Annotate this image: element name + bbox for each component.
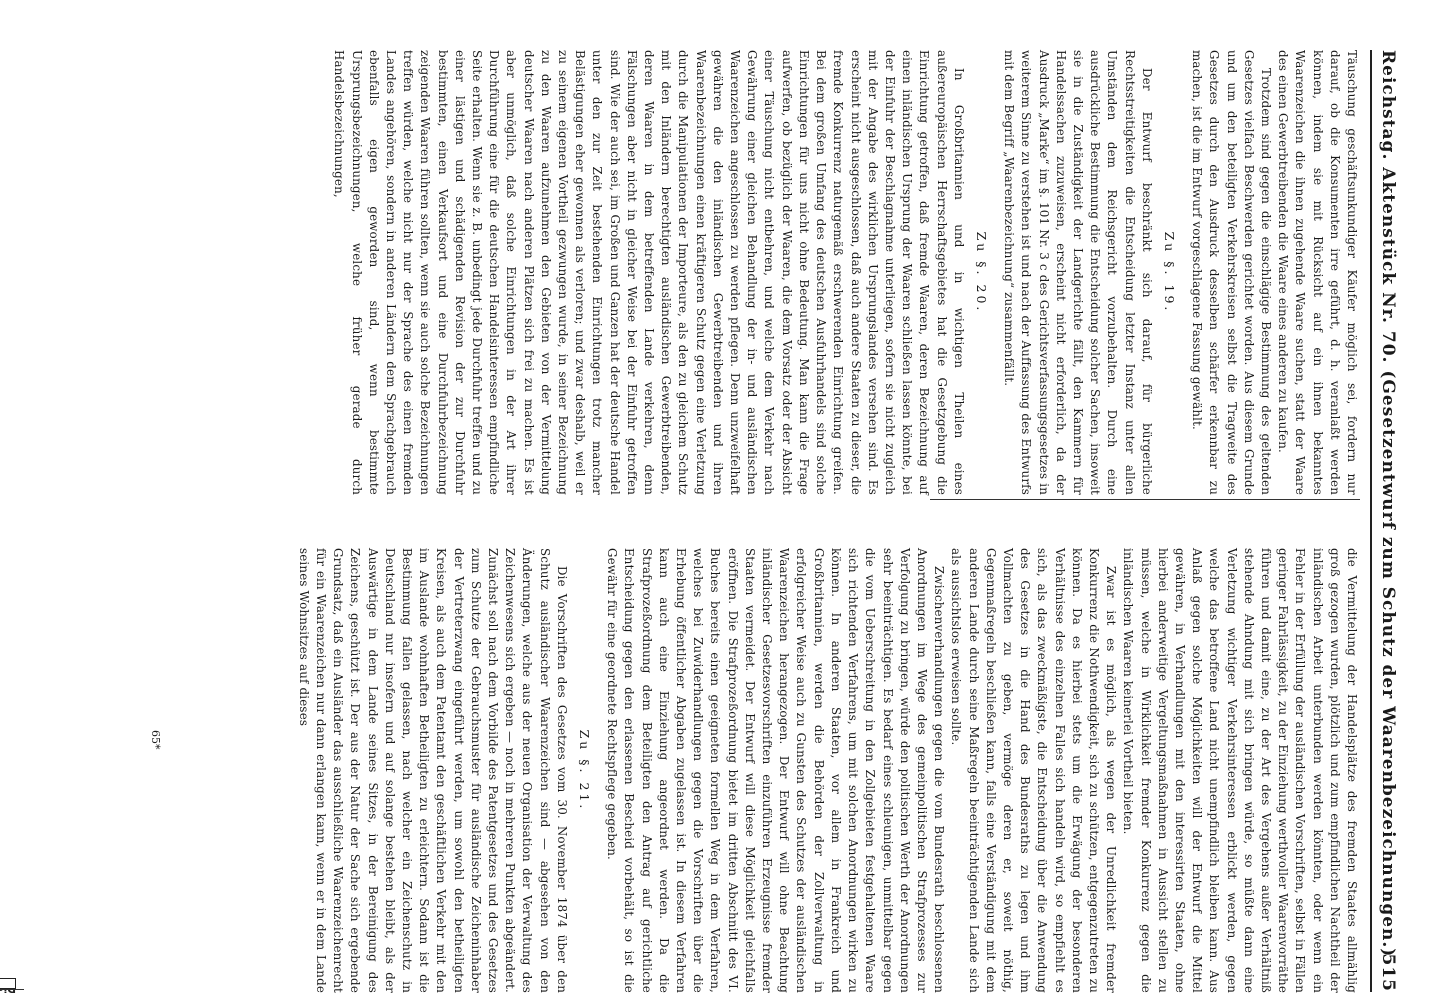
paragraph: Zwar ist es möglich, als wegen der Unredlichkeit fremder Konkurrenz die Nothwendigkeit, sich zu schützen, entgegenzutreten zu können. Da es hierbei stets um die Erwägung der besonderen Verhältnisse des einzelnen Falles sich handeln wird, so empfiehlt es sich, als das zweckmäßigste, die Entscheidung über die Anwendung des Gesetzes in die Hand des Bundesraths zu legen und ihm Vollmachten zu geben, vermöge deren er, soweit nöthig, Gegenmaßregeln beschließen kann, falls eine Verständigung mit dem anderen Lande durch seine Maßregeln beeinträchtigenden Lande sich als aussichtslos erweisen sollte.	[949, 548, 1119, 993]
corner-rule	[0, 989, 24, 1000]
section-heading: Zu §. 20.	[973, 231, 989, 314]
page-header	[1374, 0, 1402, 1000]
page-number: 515	[1378, 953, 1398, 992]
paragraph: In Großbritannien und in wichtigen Theilen eines außereuropäischen Herrschaftsgebietes hat die Gesetzgebung die Einrichtung getroffen, daß fremde Waaren, deren Bezeichnung auf einen inländischen Ursprung der Waaren schließen lassen könnte, bei der Einfuhr der Beschlagnahme unterliegen, sofern sie nicht zugleich mit der Angabe des wirklichen Ursprungslandes versehen sind. Es erscheint nicht ausgeschlossen, daß auch andere Staaten zu dieser, die fremde Konkurrenz naturgemäß erschwerenden Einrichtung greifen. Bei dem großen Umfang des deutschen Ausfuhrhandels sind solche Einrichtungen für uns nicht ohne Bedeutung. Man kann die Frage aufwerfen, ob bezüglich der Waaren, die dem Vorsatz oder der Absicht einer Täuschung nicht entbehren, und welche dem Verkehr nach Gewährung einer gleichen Behandlung der in- und ausländischen Waarenzeichen angeschlossen zu werden pflegen. Denn unzweifelhaft gewähren die den inländischen Gewerbtreibenden und ihren Waarenbezeichnungen einen kräftigeren Schutz gegen eine Verletzung durch die Manipulationen der Importeure, als den zu gleichem Schutz mit den Inländern berechtigten ausländischen Gewerbtreibenden, deren Waaren in dem betreffenden Lande verkehren, denn Fälschungen aber nicht in gleicher Weise bei der Einfuhr getroffen sind. Wie der auch sei, im Großen und Ganzen hat der deutsche Handel unter den zur Zeit bestehenden Einrichtungen trotz mancher Belästigungen eher gewonnen als verloren; und zwar deshalb, weil er zu seinem eigenen Vortheil gezwungen wurde, in seiner Bezeichnung zu den Waaren aufzunehmen den Gebieten von der Vermittelung deutscher Waaren nach anderen Plätzen sich frei zu machen. Es ist aber unmöglich, daß solche Einrichtungen in der Art ihrer Durchführung eine für die deutschen Handelsinteressen empfindliche Seite erhalten. Wenn sie z. B. unbedingt jede Durchfuhr treffen und zu einer lästigen und schädigenden Revision der zur Durchfuhr bestimmten, einen Verkaufsort und eine Durchfuhrbezeichnung zeigenden Waaren führen sollten, wenn sie auch solche Bezeichnungen treffen würden, welche nicht nur der Sprache des einen fremden Landes angehören, sondern in anderen Ländern dem Sprachgebrauch ebenfalls eigen geworden sind, wenn bestimmte Ursprungsbezeichnungen, welche früher gerade durch Handelsbezeichnungen,	[332, 50, 966, 495]
digitization-credit	[4, 574, 18, 994]
rotated-page-content	[82, 0, 1412, 1000]
section-heading: Zu §. 21.	[577, 729, 593, 812]
left-column	[330, 50, 1360, 495]
paragraph: Täuschung geschäftsunkundiger Käufer möglich sei, fordern nur darauf, ob die Konsumenten irre geführt, d. h. veranlaßt werden können, indem sie mit Rücksicht auf ein ihnen bekanntes Waarenzeichen die ihnen zugehende Waare suchen, statt der Waare des einen Gewerbtreibenden die Waare eines anderen zu kaufen.	[1276, 50, 1359, 495]
paragraph: Zwischenverhandlungen gegen die vom Bundesrath beschlossenen Anordnungen im Wege des gemeinpolitischen Strafprozesses zur Verfolgung zu bringen, würde den politischen Werth der Anordnungen sehr beeinträchtigen. Es bedarf eines schleunigen, unmittelbar gegen die vom Ueberschreitung in den Zollgebieten festgehaltenen Waare sich richtenden Verfahrens, um mit solchen Anordnungen wirken zu können. In anderen Staaten, vor allem in Frankreich und Großbritannien, werden die Behörden der Zollverwaltung in erfolgreicher Weise auch zu Gunsten des Schutzes der ausländischen Waarenzeichen herangezogen. Der Entwurf will ohne Beachtung inländischer Gesetzesvorschriften einzuführen Erzeugnisse fremder Staaten vermeidet. Der Entwurf will diese Möglichkeit gleichfalls eröffnen. Die Strafprozeßordnung bietet im dritten Abschnitt des VI. Buches bereits einen geeigneten formellen Weg in dem Verfahren, welches bei Zuwiderhandlungen gegen die Vorschriften über die Erhebung öffentlicher Abgaben zugelassen ist. In diesem Verfahren kann auch eine Einziehung angeordnet werden. Da die Strafprozeßordnung dem Beteiligten den Antrag auf gerichtliche Entscheidung gegen den erlassenen Bescheid vorbehält, so ist die Gewähr für eine geordnete Rechtspflege gegeben.	[605, 548, 947, 993]
header-rule	[1370, 50, 1372, 992]
signature-mark: 65*	[149, 730, 162, 750]
paragraph: Die Vorschriften des Gesetzes vom 30. November 1874 über den Schutz ausländischer Waarenzeichen sind — abgesehen von den Änderungen, welche aus der neuen Organisation der Verwaltung des Zeichenwesens sich ergeben — noch in mehreren Punkten abgeändert. Zunächst soll nach dem Vorbilde des Patentgesetzes und des Gesetzes zum Schutze der Gebrauchsmuster für ausländische Zeicheninhaber der Vertreterzwang eingeführt werden, um sowohl den betheiligten Kreisen, als auch dem Patentamt den geschäftlichen Verkehr mit den im Auslande wohnhaften Betheiligten zu erleichtern. Sodann ist die Bestimmung fallen gelassen, nach welcher ein Zeichenschutz in Deutschland nur insofern und auf solange bestehen bleibt, als der Auswärtige in dem Lande seines Sitzes, in der Bereinigung des Zeichens, geschützt ist. Der aus der Natur der Sache sich ergebende Grundsatz, daß ein Ausländer das ausschließliche Waarenzeichenrecht für ein Waarenzeichen nur dann erlangen kann, wenn er in dem Lande seines Wohnsitzes auf dieses	[296, 548, 569, 993]
paragraph: die Vermittelung der Handelsplätze des fremden Staates allmählig groß gezogen wurden, plötzlich und zum empfindlichen Nachtheil der inländischen Arbeit unterbunden werden könnten, oder wenn ein Fehler in der Erfüllung der ausländischen Vorschriften, selbst in Fällen geringer Fahrlässigkeit, zu der Einziehung werthvoller Waarenvorräthe führen und damit eine, zu der Art des Vergehens außer Verhältniß stehende Ahndung mit sich bringen würde, so müßte dann eine Verletzung wichtiger Verkehrsinteressen erblickt werden, gegen welche das betroffene Land nicht unempfindlich bleiben kann. Aus Anlaß gegen solche Möglichkeiten will der Entwurf die Mittel gewähren, in Verhandlungen mit den interessirten Staaten, ohne hierbei anderweitige Vergeltungsmaßnahmen in Aussicht stellen zu müssen, welche in Wirklichkeit fremder Konkurrenz gegen die inländischen Waaren keinerlei Vortheil bieten.	[1121, 548, 1359, 993]
paragraph: Der Entwurf beschränkt sich darauf, für bürgerliche Rechtsstreitigkeiten die Entscheidung letzter Instanz unter allen Umständen dem Reichsgericht vorzubehalten. Durch eine ausdrückliche Bestimmung die Entscheidung solcher Sachen, insoweit sie in die Zuständigkeit der Landgerichte fällt, den Kammern für Handelssachen zuzuweisen, erscheint nicht erforderlich, da der Ausdruck „Marke“ im §. 101 Nr. 3 c des Gerichtsverfassungsgesetzes in weiterem Sinne zu verstehen ist und nach der Auffassung des Entwurfs mit dem Begriff „Waarenbezeichnung“ zusammenfällt.	[1002, 50, 1154, 495]
paragraph: Trotzdem sind gegen die einschlägige Bestimmung des geltenden Gesetzes vielfach Beschwerden gerichtet worden. Aus diesem Grunde und um den beteiligten Verkehrskreisen selbst die Tragweite des Gesetzes durch den Ausdruck desselben schärfer erkennbar zu machen, ist die im Entwurf vorgeschlagene Fassung gewählt.	[1190, 50, 1273, 495]
section-heading: Zu §. 19.	[1161, 231, 1177, 314]
dfg-logo-icon	[0, 978, 16, 989]
right-column	[295, 548, 1360, 993]
running-title: Reichstag. Aktenstück Nr. 70. (Gesetzentwurf zum Schutz der Waarenbezeichnungen.)	[1378, 50, 1398, 958]
column-divider	[930, 499, 1360, 500]
